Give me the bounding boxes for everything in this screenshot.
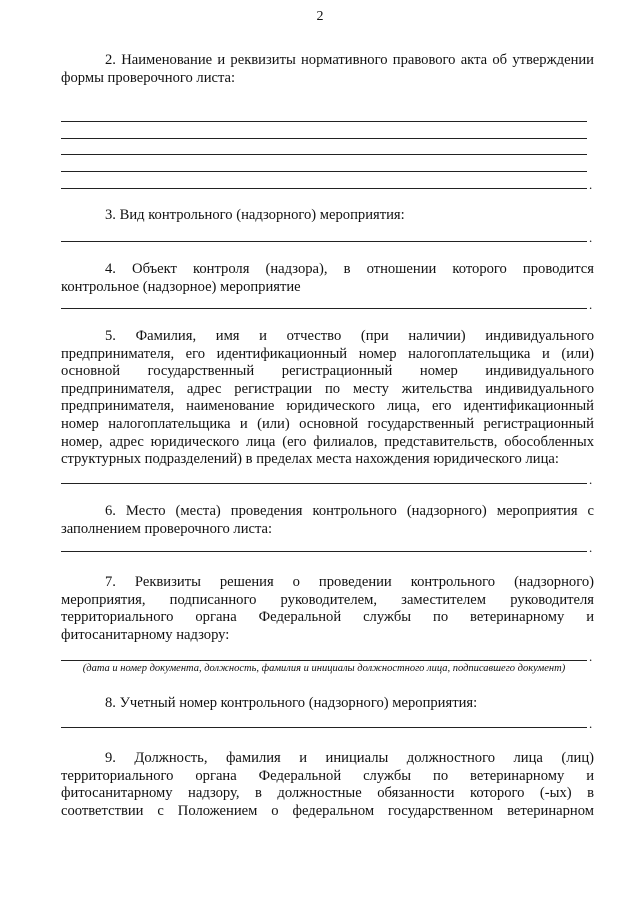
section-5-line-7: номер, адрес юридического лица (его филиалов, представительств, обособленных	[61, 433, 594, 450]
section-3	[61, 207, 594, 225]
section-6-line-1: 6. Место (места) проведения контрольного (надзорного) мероприятия с	[105, 503, 594, 519]
section-8	[61, 695, 594, 713]
section-7-line-4: фитосанитарному надзору:	[61, 626, 230, 643]
blank-line	[61, 188, 587, 189]
section-9-line-2: территориального органа Федеральной службы по ветеринарному и	[61, 767, 594, 784]
blank-line	[61, 241, 587, 242]
section-5-line-2: предпринимателя, его идентификационный номер налогоплательщика и (или)	[61, 345, 594, 362]
section-9-line-1: 9. Должность, фамилия и инициалы должностного лица (лиц)	[105, 750, 594, 766]
section-7-line-1: 7. Реквизиты решения о проведении контрольного (надзорного)	[105, 574, 594, 590]
blank-end-dot: .	[589, 297, 593, 312]
section-5-line-6: номер налогоплательщика и (или) основной государственный регистрационный	[61, 415, 594, 432]
section-5-line-4: предпринимателя, адрес регистрации по месту жительства индивидуального	[61, 380, 594, 397]
section-9-line-3: фитосанитарному надзору, в должностные обязанности которого (-ых) в	[61, 785, 594, 802]
blank-end-dot: .	[589, 472, 593, 487]
section-7	[61, 574, 594, 644]
section-6-line-2: заполнением проверочного листа:	[61, 520, 273, 537]
section-7-line-2: мероприятия, подписанного руководителем, заместителем руководителя	[61, 591, 594, 608]
blank-line	[61, 308, 587, 309]
blank-line	[61, 660, 587, 661]
section-5-line-5: предпринимателя, наименование юридического лица, его идентификационный	[61, 398, 594, 415]
section-9-line-4: соответствии с Положением о федеральном государственном ветеринарном	[61, 802, 594, 819]
section-4-line-1: 4. Объект контроля (надзора), в отношении которого проводится	[105, 261, 594, 277]
section-3-line-1: 3. Вид контрольного (надзорного) мероприятия:	[105, 207, 405, 223]
section-4	[61, 261, 594, 296]
blank-line	[61, 154, 587, 155]
caption-hint: (дата и номер документа, должность, фамилия и инициалы должностного лица, подписавшего документ)	[82, 663, 566, 674]
section-5-line-3: основной государственный регистрационный номер индивидуального	[61, 363, 594, 380]
blank-end-dot: .	[589, 177, 593, 192]
blank-line	[61, 138, 587, 139]
blank-line	[61, 551, 587, 552]
section-4-line-2: контрольное (надзорное) мероприятие	[61, 278, 301, 295]
blank-end-dot: .	[589, 716, 593, 731]
blank-line	[61, 483, 587, 484]
blank-line	[61, 121, 587, 122]
blank-line	[61, 171, 587, 172]
blank-line	[61, 727, 587, 728]
section-2-line-2: формы проверочного листа:	[61, 69, 236, 86]
section-5	[61, 328, 594, 469]
page-number: 2	[316, 9, 324, 24]
section-8-line-1: 8. Учетный номер контрольного (надзорного) мероприятия:	[105, 695, 478, 711]
section-5-line-8: структурных подразделений) в пределах места нахождения юридического лица:	[61, 451, 559, 468]
blank-end-dot: .	[589, 649, 593, 664]
section-2-line-1: 2. Наименование и реквизиты нормативного правового акта об утверждении	[105, 52, 594, 68]
section-9	[61, 750, 594, 820]
blank-end-dot: .	[589, 540, 593, 555]
section-7-line-3: территориального органа Федеральной службы по ветеринарному и	[61, 609, 594, 626]
section-5-line-1: 5. Фамилия, имя и отчество (при наличии) индивидуального	[105, 328, 594, 344]
blank-end-dot: .	[589, 230, 593, 245]
section-6	[61, 503, 594, 538]
section-2	[61, 52, 594, 87]
